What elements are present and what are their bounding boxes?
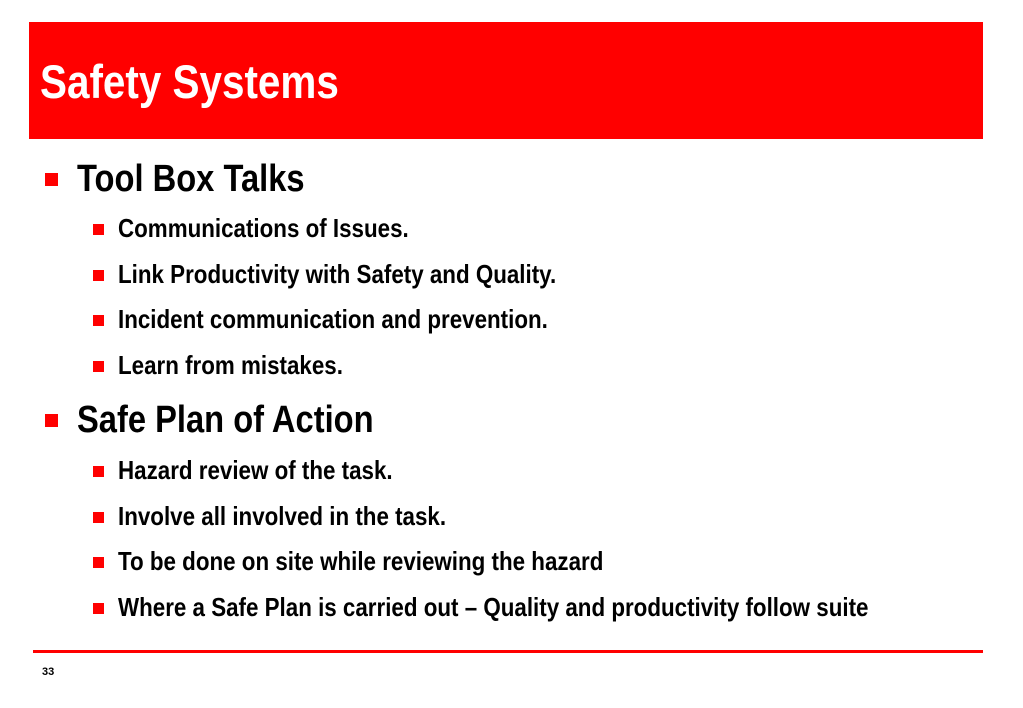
bullet-square-icon — [93, 557, 104, 568]
list-item-text: Hazard review of the task. — [118, 455, 393, 485]
bullet-square-icon — [45, 173, 58, 186]
list-item-text: Where a Safe Plan is carried out – Quality and productivity follow suite — [118, 592, 869, 622]
title-bar — [29, 22, 983, 139]
bullet-square-icon — [93, 512, 104, 523]
list-item-text: Communications of Issues. — [118, 213, 409, 243]
list-item-text: Learn from mistakes. — [118, 350, 343, 380]
slide-title: Safety Systems — [40, 55, 339, 108]
list-item-text: To be done on site while reviewing the hazard — [118, 546, 604, 576]
section-heading-text: Safe Plan of Action — [77, 399, 374, 441]
bullet-square-icon — [93, 315, 104, 326]
list-item-text: Link Productivity with Safety and Quality. — [118, 259, 557, 289]
page-number: 33 — [42, 666, 55, 678]
footer-divider — [33, 650, 983, 653]
bullet-square-icon — [93, 603, 104, 614]
section-heading-text: Tool Box Talks — [77, 158, 305, 200]
bullet-square-icon — [93, 361, 104, 372]
bullet-square-icon — [93, 224, 104, 235]
list-item-text: Involve all involved in the task. — [118, 501, 447, 531]
bullet-square-icon — [93, 466, 104, 477]
bullet-square-icon — [45, 414, 58, 427]
list-item-text: Incident communication and prevention. — [118, 304, 548, 334]
bullet-square-icon — [93, 270, 104, 281]
